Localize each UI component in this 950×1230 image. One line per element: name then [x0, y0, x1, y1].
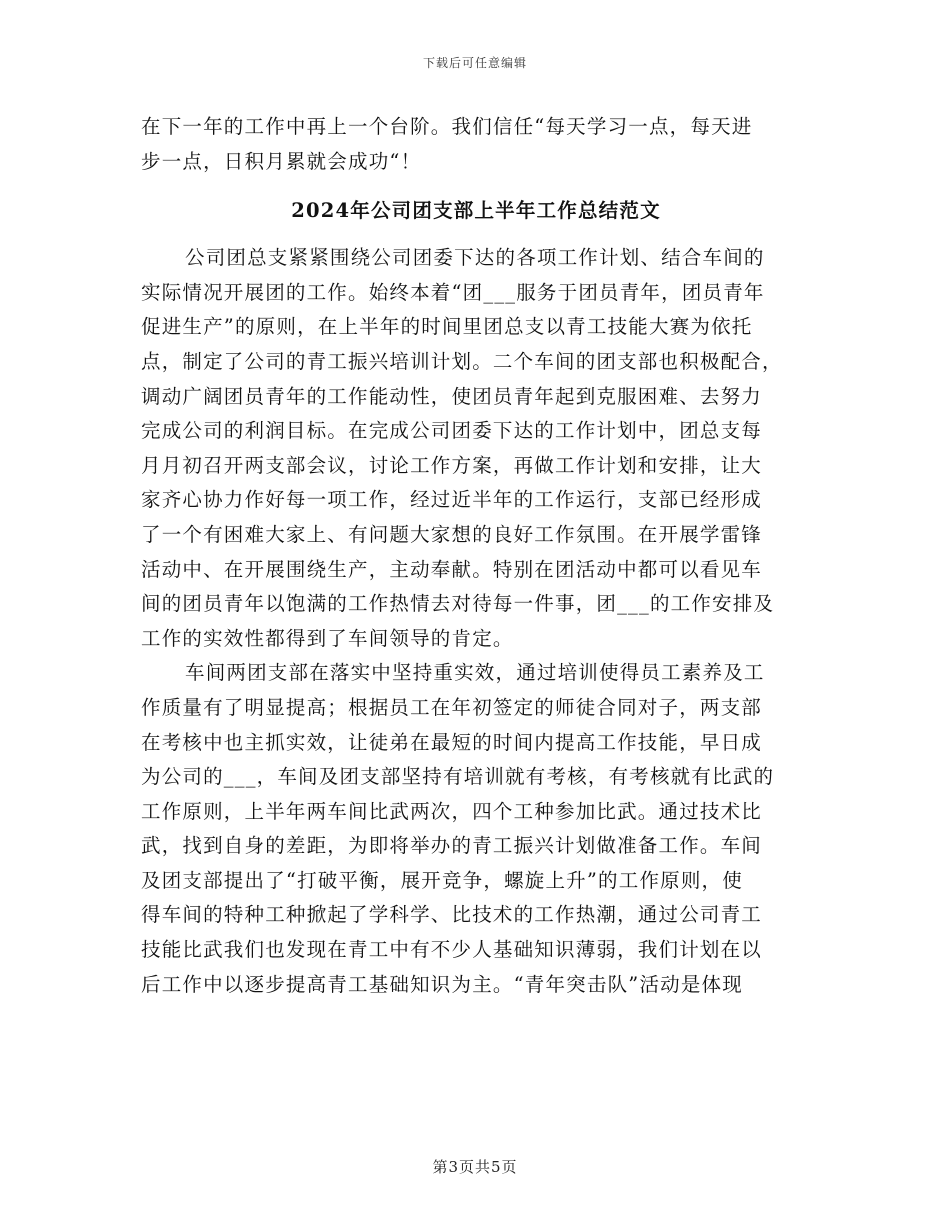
paragraph2-line: 后工作中以逐步提高青工基础知识为主。“青年突击队”活动是体现 [141, 972, 743, 996]
paragraph2-line: 工作原则，上半年两车间比武两次，四个工种参加比武。通过技术比 [141, 799, 763, 823]
paragraph2-line: 作质量有了明显提高；根据员工在年初签定的师徒合同对子，两支部 [141, 695, 763, 719]
paragraph1-line: 工作的实效性都得到了车间领导的肯定。 [141, 626, 514, 650]
paragraph2-line: 武，找到自身的差距，为即将举办的青工振兴计划做准备工作。车间 [141, 834, 763, 858]
paragraph1-line: 完成公司的利润目标。在完成公司团委下达的工作计划中，团总支每 [141, 419, 763, 443]
paragraph1-line: 公司团总支紧紧围绕公司团委下达的各项工作计划、结合车间的 [185, 246, 765, 270]
paragraph2-line: 为公司的___，车间及团支部坚持有培训就有考核，有考核就有比武的 [141, 765, 775, 789]
paragraph2-line: 在考核中也主抓实效，让徒弟在最短的时间内提高工作技能，早日成 [141, 730, 763, 754]
paragraph1-line: 点，制定了公司的青工振兴培训计划。二个车间的团支部也积极配合， [141, 349, 783, 373]
page-header: 下载后可任意编辑 [422, 56, 527, 70]
paragraph1-line: 了一个有困难大家上、有问题大家想的良好工作氛围。在开展学雷锋 [141, 522, 763, 546]
intro-line: 步一点，日积月累就会成功“！ [141, 149, 422, 173]
paragraph2-line: 车间两团支部在落实中坚持重实效，通过培训使得员工素养及工 [185, 661, 765, 685]
paragraph2-line: 技能比武我们也发现在青工中有不少人基础知识薄弱，我们计划在以 [141, 938, 763, 962]
paragraph1-line: 实际情况开展团的工作。始终本着“团___服务于团员青年，团员青年 [141, 280, 765, 304]
page-number-footer: 第3页共5页 [432, 1158, 518, 1176]
paragraph1-line: 促进生产”的原则，在上半年的时间里团总支以青工技能大赛为依托 [141, 315, 753, 339]
paragraph2-line: 及团支部提出了“打破平衡，展开竞争，螺旋上升”的工作原则，使 [141, 868, 743, 892]
paragraph1-line: 家齐心协力作好每一项工作，经过近半年的工作运行，支部已经形成 [141, 488, 763, 512]
paragraph2-line: 得车间的特种工种掀起了学科学、比技术的工作热潮，通过公司青工 [141, 903, 763, 927]
paragraph1-line: 调动广阔团员青年的工作能动性，使团员青年起到克服困难、去努力 [141, 384, 763, 408]
paragraph1-line: 活动中、在开展围绕生产，主动奉献。特别在团活动中都可以看见车 [141, 557, 763, 581]
paragraph1-line: 月月初召开两支部会议，讨论工作方案，再做工作计划和安排，让大 [141, 453, 763, 477]
paragraph1-line: 间的团员青年以饱满的工作热情去对待每一件事，团___的工作安排及 [141, 592, 775, 616]
document-title: 2024年公司团支部上半年工作总结范文 [291, 199, 661, 223]
intro-line: 在下一年的工作中再上一个台阶。我们信任“每天学习一点，每天进 [141, 115, 753, 138]
document-body [141, 110, 811, 1002]
